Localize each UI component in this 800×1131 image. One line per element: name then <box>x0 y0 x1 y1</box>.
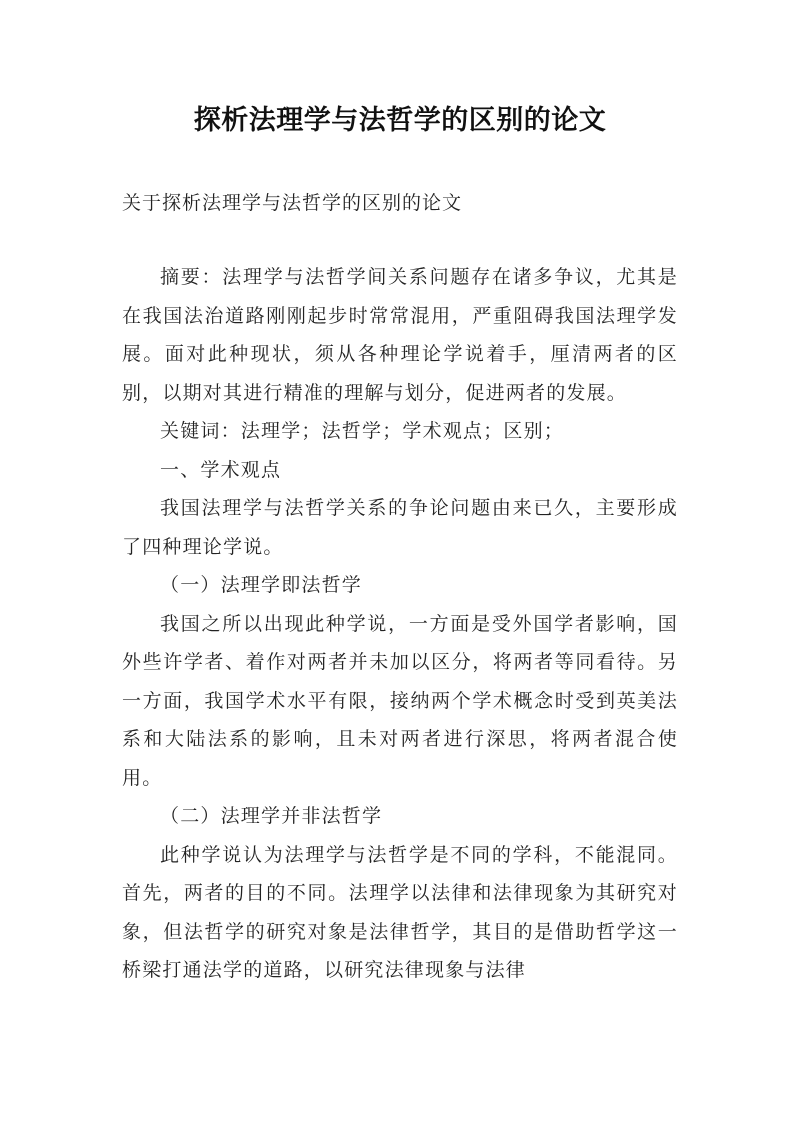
body-paragraph: 我国之所以出现此种学说，一方面是受外国学者影响，国外些许学者、着作对两者并未加以区分，将两者等同看待。另一方面，我国学术水平有限，接纳两个学术概念时受到英美法系和大陆法系的影响，且未对两者进行深思，将两者混合使用。 <box>122 612 678 789</box>
abstract-paragraph: 摘要：法理学与法哲学间关系问题存在诸多争议，尤其是在我国法治道路刚刚起步时常常混用，严重阻碍我国法理学发展。面对此种现状，须从各种理论学说着手，厘清两者的区别，以期对其进行精准的理解与划分，促进两者的发展。 <box>122 266 678 404</box>
section-heading: 一、学术观点 <box>160 458 282 481</box>
body-paragraph: 我国法理学与法哲学关系的争论问题由来已久，主要形成了四种理论学说。 <box>122 497 678 558</box>
document-subtitle: 关于探析法理学与法哲学的区别的论文 <box>122 192 463 214</box>
body-paragraph: 此种学说认为法理学与法哲学是不同的学科，不能混同。首先，两者的目的不同。法理学以法律和法律现象为其研究对象，但法哲学的研究对象是法律哲学，其目的是借助哲学这一桥梁打通法学的道路，以研究法律现象与法律 <box>122 843 678 981</box>
subsection-heading: （一）法理学即法哲学 <box>160 574 363 596</box>
document-title: 探析法理学与法哲学的区别的论文 <box>193 105 607 136</box>
document-body <box>122 258 678 990</box>
subsection-heading: （二）法理学并非法哲学 <box>160 805 383 827</box>
keywords-paragraph: 关键词：法理学；法哲学；学术观点；区别； <box>160 420 565 442</box>
